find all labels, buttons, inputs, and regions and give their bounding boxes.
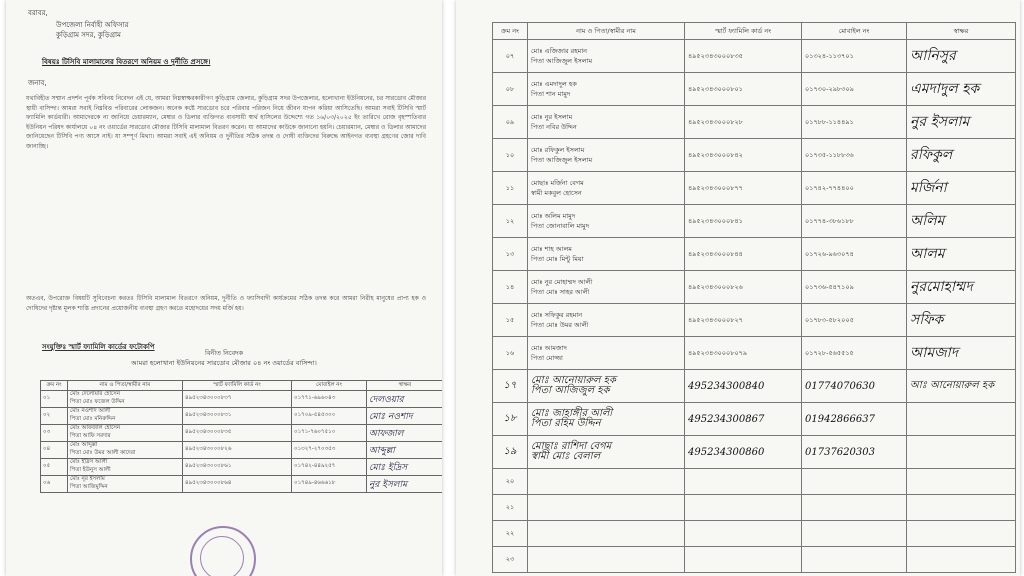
cell-empty [528, 495, 685, 521]
blank-table-row [493, 547, 1016, 573]
person-name: মোঃ নূর ইসলাম [70, 476, 105, 482]
cell-name [68, 476, 183, 493]
cell-sl: ১৭ [493, 370, 528, 403]
cell-name [68, 408, 183, 425]
cell-sl: ০৯ [493, 106, 528, 139]
cell-sl: ১২ [493, 205, 528, 238]
person-father: পিতা মোজ্জা [531, 354, 563, 362]
cell-name [528, 370, 685, 403]
cell-sl: ১০ [493, 139, 528, 172]
cell-name [528, 436, 685, 469]
cell-mobile: ০১৭৩০-২৯৮৩০৯ [802, 73, 907, 106]
cell-signature [907, 436, 1016, 469]
cell-card: ৪৯৫২৩৪৩০০০৮২৮ [685, 106, 802, 139]
person-father: পিতা মোঃ ফজেল উদ্দিন [70, 399, 125, 405]
col-header-signature: স্বাক্ষর [907, 23, 1016, 40]
col-header-mobile: মোবাইল নং [292, 381, 367, 391]
person-father: পিতা মোঃ উমর আলী কাদেরা [70, 450, 136, 456]
cell-sl: ১৩ [493, 238, 528, 271]
cell-mobile: ০১৭৩৬-৫৪৭১০৯ [802, 271, 907, 304]
closing: বিনীত নিবেদক [204, 349, 244, 357]
table-row [493, 238, 1016, 271]
cell-signature: আঃ আনোয়ারুল হক [907, 370, 1016, 403]
table-row [493, 40, 1016, 73]
person-name: মোঃ আনোয়ারুল হক [531, 375, 616, 386]
cell-card: ৪৯৫২৩৪৩০০০৮৩৭ [183, 391, 292, 408]
person-name: মোঃ আমজাদ [531, 344, 567, 352]
blank-table-row [493, 495, 1016, 521]
cell-name [528, 172, 685, 205]
col-header-name: নাম ও পিতা/স্বামীর নাম [528, 23, 685, 40]
cell-signature: আমজাদ [907, 337, 1016, 370]
cell-card: ৪৯৫২৩৪৩০০০৮২৬ [685, 271, 802, 304]
table-row [493, 73, 1016, 106]
cell-card: 495234300867 [685, 403, 802, 436]
cell-mobile: ০১৭৮৩-৫৮২০০৫ [802, 304, 907, 337]
table-row [493, 337, 1016, 370]
signatories-list-page [456, 0, 1020, 576]
salutation: জনাব, [28, 79, 47, 87]
cell-signature: অলিম [907, 205, 1016, 238]
cell-mobile: 01774070630 [802, 370, 907, 403]
table-row [41, 425, 443, 442]
cell-signature: মর্জিনা [907, 172, 1016, 205]
person-name: মোঃ এমদাদুল হক [531, 80, 577, 88]
attachment-note: সংযুক্তিঃ স্মার্ট ফ্যামিলি কার্ডের ফটোকপি [42, 343, 155, 351]
cell-mobile: ০১৭৪২-৭৭৪৪০০ [802, 172, 907, 205]
cell-name [528, 40, 685, 73]
cell-sl: ০৫ [41, 459, 68, 476]
recipient-line1: উপজেলা নির্বাহী অফিসার [56, 21, 129, 29]
cell-empty [802, 547, 907, 573]
cell-mobile: ০১৭০৯-৫৪৫৩০০ [292, 408, 367, 425]
person-name: মোঃ সফিকুর রহমান [531, 311, 583, 319]
cell-signature: আনিসুর [907, 40, 1016, 73]
cell-signature: মোঃ ইদ্রিস [367, 459, 443, 476]
table-row [493, 304, 1016, 337]
body-paragraph-1: যথাবিহীত সম্মান প্রদর্শন পূর্বক সবিনয় নিবেদন এই যে, আমরা নিম্নস্বাক্ষরকারীগণ কুড়িগ্রাম জেলার, কুড়িগ্রাম সদর উপজেলার, হলোখানা ইউনিয়নের, চর সারডোব মৌজার স্থায়ী বাসিন্দা। আমরা সবাই নিম্নবিত্ত পরিবারের লোকজন। অনেক কষ্টে সারডোব চরে পরিবার পরিজন নিয়ে জীবন যাপন করিয়া আসিতেছি। আমরা সবাই টিসিবি স্মার্ট ফ্যামিলি কার্ডধারী। আমাদেরকে না জানিয়ে চেয়ারম্যান, মেম্বার ও ডিলার ব্যক্তিগত ব্যবসায়ী স্বার্থ হাসিলের উদ্দেশ্যে গত ১৬/০৩/২০২৫ ইং তারিখে রোজ বৃহস্পতিবার ইউনিয়ন পরিষদ কার্যালয়ে ০৪ নং ওয়ার্ডের সারডোব মৌজার টিসিবি মালামাল বিতরণ করেন। যা আমাদের কাউকে জানানো হয়নি। চেয়ারম্যান, মেম্বার ও ডিলার আমাদের জানিয়েছেন টিসিবি পণ্য আসে নাই। যা সম্পূর্ণ মিথ্যা। আমরা সবাই এই অনিয়ম ও দুর্নীতির সঠিক তদন্ত ও দোষী ব্যক্তিদের বিরুদ্ধে আইনগত ব্যবস্থা গ্রহণের জোর দাবি জানাচ্ছি। [26, 95, 426, 150]
table-row [493, 139, 1016, 172]
cell-empty [907, 469, 1016, 495]
letter-subject: বিষয়ঃ টিসিবি মালামালের বিতরণে অনিয়ম ও দুর্নীতি প্রসঙ্গে। [42, 58, 211, 66]
person-name: মোছাঃ রাশিদা বেগম [531, 441, 612, 452]
blank-table-row [493, 521, 1016, 547]
cell-empty [907, 521, 1016, 547]
cell-sl: ০২ [41, 408, 68, 425]
cell-card: ৪৯৫২৩৪৩০০০৮৬১ [183, 459, 292, 476]
cell-card: ৪৯৫২৩৪৩০০০৮৩৫ [183, 425, 292, 442]
person-father: পিতা মোঃ সাহর আলী [531, 288, 590, 296]
person-name: মোঃ শাহ আলম [531, 245, 572, 253]
cell-sl: ২২ [493, 521, 528, 547]
table-row [493, 370, 1016, 403]
cell-name [68, 442, 183, 459]
cell-empty [907, 495, 1016, 521]
cell-sl: ১৬ [493, 337, 528, 370]
table-row [493, 403, 1016, 436]
cell-card: ৪৯৫২৩৪৩০০০৮০৭৯ [685, 337, 802, 370]
cell-card: 495234300840 [685, 370, 802, 403]
cell-name [528, 205, 685, 238]
person-name: মোঃ নওশাদ আলী [70, 408, 111, 414]
table-row [41, 459, 443, 476]
cell-sl: ০১ [41, 391, 68, 408]
cell-signature: রফিকুল [907, 139, 1016, 172]
person-name: মোছাঃ মর্জিনা বেগম [531, 179, 584, 187]
cell-mobile: 01737620303 [802, 436, 907, 469]
cell-sl: ২১ [493, 495, 528, 521]
table-header-row [41, 381, 443, 391]
cell-name [528, 106, 685, 139]
cell-empty [685, 469, 802, 495]
cell-signature: আলম [907, 238, 1016, 271]
signatories-table-right [492, 22, 1016, 573]
cell-signature: এমদাদুল হক [907, 73, 1016, 106]
cell-empty [907, 547, 1016, 573]
recipient-line2: কুড়িগ্রাম সদর, কুড়িগ্রাম [56, 31, 121, 39]
cell-card: ৪৯৫২৩৪৩০০০৮৭৭ [685, 172, 802, 205]
person-name: মোঃ দেলোয়ার হোসেন [70, 391, 121, 397]
person-father: পিতা আজিজুল হক [531, 385, 610, 396]
person-name: মোঃ নুর মোহাম্মদ আলী [531, 278, 593, 286]
cell-empty [802, 495, 907, 521]
cell-card: ৪৯৫২৩৪৩০০০৮৩১ [183, 408, 292, 425]
cell-mobile: ০১৩২৭-২৭০৩৫৩ [292, 442, 367, 459]
cell-mobile: ০১৭৩৫-১১৮৮৩৬ [802, 139, 907, 172]
person-name: মোঃ রফিকুল ইসলাম [531, 146, 585, 154]
person-father: পিতা মোঃ মিন্টু মিয়া [531, 255, 584, 263]
cell-mobile: ০১৭৪২-৪৪৯২৫৭ [292, 459, 367, 476]
cell-name [68, 425, 183, 442]
person-father: পিতা আজিমুদ্দিন [70, 484, 108, 490]
cell-signature: সফিক [907, 304, 1016, 337]
table-row [493, 436, 1016, 469]
col-header-card: স্মার্ট ফ্যামিলি কার্ড নং [183, 381, 292, 391]
person-father: পিতা মোঃ উমর আলী [531, 321, 589, 329]
cell-name [528, 238, 685, 271]
cell-signature: নুরমোহাম্মদ [907, 271, 1016, 304]
cell-sl: ১৪ [493, 271, 528, 304]
cell-card: ৪৯৫২৩৪৩০০০৮২৭ [685, 304, 802, 337]
cell-name [528, 304, 685, 337]
cell-card: ৪৯৫২৩৪৩০০০৮৪১ [685, 205, 802, 238]
person-father: পিতা আজিজুল ইসলাম [531, 156, 593, 164]
person-father: পিতা রহিম উদ্দিন [531, 418, 601, 429]
cell-card: 495234300860 [685, 436, 802, 469]
cell-name [528, 403, 685, 436]
cell-name [68, 459, 183, 476]
person-father: পিতা মোঃ মনিরুদ্দিন [70, 416, 116, 422]
cell-card: ৪৯৫২৩৪৩০০০৮৬৪ [183, 476, 292, 493]
person-name: মোঃ অলিম মামুদ [531, 212, 576, 220]
cell-sl: ০৬ [41, 476, 68, 493]
person-name: মোঃ আফজাল হোসেন [70, 425, 121, 431]
table-row [41, 391, 443, 408]
cell-mobile: ০১৭৭১-৬৯৬০৪৩ [292, 391, 367, 408]
person-father: পিতা ইউনুস আলী [70, 467, 111, 473]
person-father: স্বামী মোঃ বেলাল [531, 451, 601, 462]
cell-name [528, 139, 685, 172]
cell-empty [528, 521, 685, 547]
signatories-table-left [40, 380, 442, 493]
cell-name [528, 271, 685, 304]
cell-mobile: ০১৭৭৪-৩৮৬১৮৮ [802, 205, 907, 238]
body-paragraph-2: অতএব, উপরোক্ত বিষয়টি সুবিবেচনা করতঃ টিসিবি মালামাল বিতরণে অনিয়ম, দুর্নীতি ও ফ্যাসিবাদী কার্যক্রমের সঠিক তদন্ত করে আমরা নিরীহ মানুষের প্রাপ্য হক ও দোষিদের দৃষ্টান্ত মূলক শাস্তি প্রদানের প্রয়োজনীয় ব্যবস্থা গ্রহণ করতে মহোদয়ের সদয় মর্জি হয়। [26, 295, 426, 312]
cell-signature: দেলওয়ার [367, 391, 443, 408]
person-name: মোঃ আব্দুল্লা [70, 442, 98, 448]
cell-empty [685, 547, 802, 573]
cell-mobile: ০১৭৪৯-৪৬৬৬১৮ [292, 476, 367, 493]
cell-sl: ১৫ [493, 304, 528, 337]
complaint-letter-page [6, 0, 442, 576]
person-name: মোঃ ইদ্রিস আলী [70, 459, 108, 465]
person-father: পিতা জোনাবালি মামুদ [531, 222, 589, 230]
person-name: মোঃ জাহাঙ্গীর আলী [531, 408, 613, 419]
cell-signature: নুর ইসলাম [907, 106, 1016, 139]
person-father: স্বামী মকবুল হোসেন [531, 189, 582, 197]
cell-sl: ০৩ [41, 425, 68, 442]
cell-name [68, 391, 183, 408]
person-name: মোঃ এজিজার রহমান [531, 47, 587, 55]
cell-card: ৪৯৫২৩৪৩০০০৮৪২ [685, 139, 802, 172]
cell-signature [907, 403, 1016, 436]
col-header-signature: স্বাক্ষর [367, 381, 443, 391]
cell-sl: ২০ [493, 469, 528, 495]
cell-empty [802, 469, 907, 495]
person-father: পিতা আফি সরদার [70, 433, 111, 439]
cell-card: ৪৯৫২৩৪৩০০০৮৪৪ [685, 238, 802, 271]
cell-card: ৪৯৫২৩৪৩০০০৮৩৫ [685, 40, 802, 73]
table-header-row [493, 23, 1016, 40]
cell-name [528, 337, 685, 370]
person-name: মোঃ নুর ইসলাম [531, 113, 573, 121]
to-label: বরাবর, [28, 9, 48, 17]
cell-sl: ০৮ [493, 73, 528, 106]
table-row [493, 205, 1016, 238]
cell-empty [802, 521, 907, 547]
cell-sl: ১৯ [493, 436, 528, 469]
table-row [41, 408, 443, 425]
table-row [41, 442, 443, 459]
col-header-card: স্মার্ট ফ্যামিলি কার্ড নং [685, 23, 802, 40]
cell-card: ৪৯৫২৩৪৩০০০৮২৬ [183, 442, 292, 459]
cell-mobile: ০১৭২৬-৯৬৩০৭৪ [802, 238, 907, 271]
cell-empty [685, 495, 802, 521]
person-father: পিতা নবির উদ্দিন [531, 123, 577, 131]
cell-empty [528, 547, 685, 573]
cell-card: ৪৯৫২৩৪৩০০০৮০১ [685, 73, 802, 106]
col-header-name: নাম ও পিতা/স্বামীর নাম [68, 381, 183, 391]
cell-signature: আব্দুল্লা [367, 442, 443, 459]
blank-table-row [493, 469, 1016, 495]
table-row [493, 172, 1016, 205]
col-header-mobile: মোবাইল নং [802, 23, 907, 40]
cell-mobile: 01942866637 [802, 403, 907, 436]
cell-sl: ১১ [493, 172, 528, 205]
person-father: পিতা আজিজুল ইসলাম [531, 57, 593, 65]
cell-sl: ২৩ [493, 547, 528, 573]
cell-sl: ১৮ [493, 403, 528, 436]
col-header-sl: ক্রম নং [493, 23, 528, 40]
cell-sl: ০৭ [493, 40, 528, 73]
cell-signature: আফজাল [367, 425, 443, 442]
cell-name [528, 73, 685, 106]
cell-empty [528, 469, 685, 495]
table-row [41, 476, 443, 493]
cell-mobile: ০১৭২৮-৫৬৫৫১৫ [802, 337, 907, 370]
cell-empty [685, 521, 802, 547]
person-father: পিতা শান মামুদ [531, 90, 571, 98]
table-row [493, 106, 1016, 139]
cell-mobile: ০১৭১-৭৬০৭৫১০ [292, 425, 367, 442]
cell-signature: মোঃ নওশাদ [367, 408, 443, 425]
col-header-sl: ক্রম নং [41, 381, 68, 391]
closing-sub: আমরা হলোখানা ইউনিয়নের সারডোব মৌজার ০৪ নং ওয়ার্ডের বাসিন্দা। [131, 359, 317, 367]
cell-mobile: ০১৩২৪-১১৩৭০১ [802, 40, 907, 73]
cell-signature: নুর ইসলাম [367, 476, 443, 493]
cell-mobile: ০১৭৮৮-১১৪৪৯১ [802, 106, 907, 139]
table-row [493, 271, 1016, 304]
cell-sl: ০৪ [41, 442, 68, 459]
official-seal [190, 526, 256, 576]
